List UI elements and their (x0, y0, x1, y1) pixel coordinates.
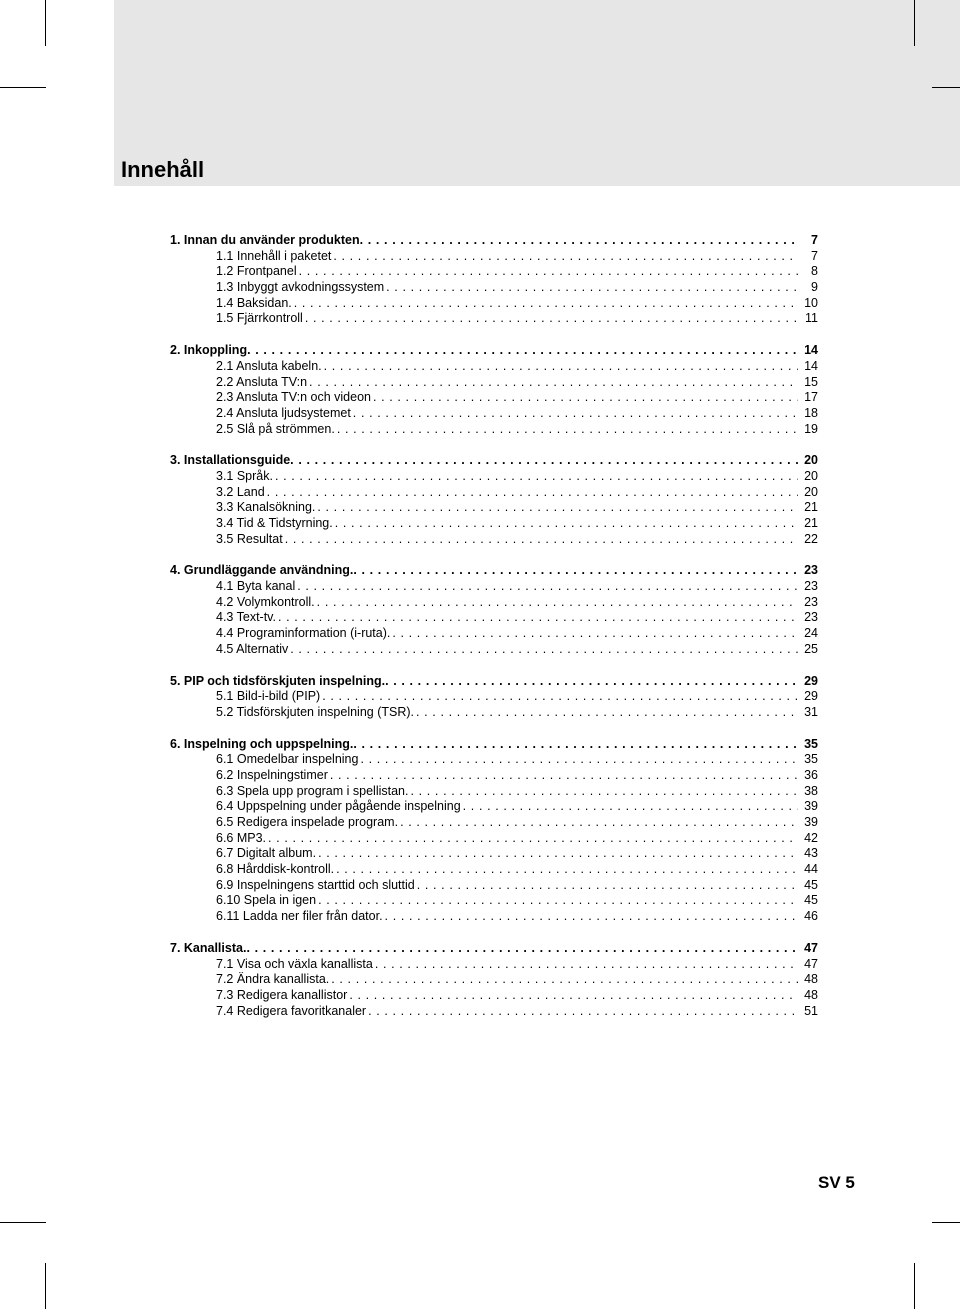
crop-mark-bottom-right-horizontal (932, 1222, 960, 1223)
toc-entry-title: 1.4 Baksidan. (216, 295, 292, 310)
toc-page-number: 22 (804, 531, 818, 546)
toc-page-number: 7 (811, 233, 818, 247)
dot-leader (267, 485, 798, 501)
toc-section-entry[interactable] (170, 988, 818, 1004)
crop-mark-bottom-right-vertical (914, 1263, 915, 1309)
toc-chapter-heading[interactable] (170, 941, 818, 957)
toc-entry-title: 6.1 Omedelbar inspelning (216, 752, 359, 767)
toc-page-number: 20 (804, 453, 818, 468)
toc-chapter-heading[interactable] (170, 343, 818, 359)
toc-page-number: 45 (804, 877, 818, 892)
dot-leader (368, 1004, 798, 1020)
page-number-footer: SV 5 (818, 1173, 855, 1192)
dot-leader (294, 296, 798, 312)
dot-leader (324, 359, 798, 375)
crop-mark-top-left-vertical (45, 0, 46, 46)
toc-page-number: 25 (804, 641, 818, 656)
toc-page-number: 47 (804, 956, 818, 971)
toc-section-entry[interactable] (170, 610, 818, 626)
dot-leader (322, 689, 798, 705)
toc-page-number: 8 (811, 264, 818, 279)
toc-page-number: 15 (804, 374, 818, 389)
toc-section-entry[interactable] (170, 1004, 818, 1020)
toc-entry-title: 3.3 Kanalsökning. (216, 500, 316, 515)
toc-entry-title: 4.1 Byta kanal (216, 579, 296, 594)
toc-entry-title: 3.5 Resultat (216, 531, 283, 546)
dot-leader (337, 422, 798, 438)
toc-entry-title: 2.1 Ansluta kabeln. (216, 358, 322, 373)
toc-entry-title: 7.2 Ändra kanallista. (216, 972, 330, 987)
dot-leader (385, 674, 798, 690)
toc-page-number: 23 (804, 579, 818, 594)
toc-entry-title: 4.4 Programinformation (i-ruta). (216, 626, 391, 641)
toc-section-entry[interactable] (170, 893, 818, 909)
toc-page-number: 47 (804, 940, 818, 955)
toc-section-entry[interactable] (170, 799, 818, 815)
toc-section-entry[interactable] (170, 972, 818, 988)
toc-entry-title: 1.3 Inbyggt avkodningssystem (216, 280, 385, 295)
toc-page-number: 31 (804, 704, 818, 719)
toc-entry-title: 7.1 Visa och växla kanallista (216, 956, 373, 971)
dot-leader (246, 941, 798, 957)
crop-mark-top-right-horizontal (932, 87, 960, 88)
toc-page-number: 20 (804, 468, 818, 483)
toc-page-number: 29 (804, 673, 818, 688)
dot-leader (353, 737, 798, 753)
toc-entry-title: 2.3 Ansluta TV:n och videon (216, 390, 371, 405)
toc-section-entry[interactable] (170, 626, 818, 642)
toc-page-number: 9 (811, 280, 818, 295)
toc-section-entry[interactable] (170, 485, 818, 501)
crop-mark-top-left-horizontal (0, 87, 46, 88)
header-band (114, 0, 960, 186)
dot-leader (416, 705, 798, 721)
toc-entry-title: 4.2 Volymkontroll. (216, 594, 315, 609)
toc-chapter (170, 343, 818, 437)
toc-page-number: 44 (804, 862, 818, 877)
toc-entry-title: 6.5 Redigera inspelade program. (216, 815, 399, 829)
toc-page-number: 48 (804, 987, 818, 1002)
toc-section-entry[interactable] (170, 280, 818, 296)
toc-section-entry[interactable] (170, 846, 818, 862)
toc-chapter-heading[interactable] (170, 563, 818, 579)
toc-section-entry[interactable] (170, 359, 818, 375)
dot-leader (317, 595, 798, 611)
toc-entry-title: 1.1 Innehåll i paketet (216, 248, 332, 263)
toc-page-number: 51 (804, 1003, 818, 1018)
toc-section-entry[interactable] (170, 642, 818, 658)
dot-leader (297, 579, 798, 595)
crop-mark-top-right-vertical (914, 0, 915, 46)
toc-entry-title: 6.4 Uppspelning under pågående inspelning (216, 799, 461, 814)
dot-leader (309, 375, 798, 391)
toc-page-number: 23 (804, 594, 818, 609)
toc-section-entry[interactable] (170, 264, 818, 280)
toc-page-number: 7 (811, 248, 818, 263)
dot-leader (333, 249, 798, 265)
toc-page-number: 39 (804, 799, 818, 814)
toc-page-number: 17 (804, 390, 818, 405)
dot-leader (290, 453, 798, 469)
toc-page-number: 21 (804, 500, 818, 515)
toc-page-number: 36 (804, 767, 818, 782)
toc-section-entry[interactable] (170, 390, 818, 406)
dot-leader (400, 815, 798, 831)
dot-leader (290, 642, 798, 658)
toc-section-entry[interactable] (170, 595, 818, 611)
dot-leader (360, 233, 798, 249)
dot-leader (299, 264, 798, 280)
toc-chapter (170, 233, 818, 327)
toc-entry-title: 6. Inspelning och uppspelning. (170, 736, 354, 751)
toc-page-number: 45 (804, 893, 818, 908)
toc-section-entry[interactable] (170, 296, 818, 312)
toc-chapter-heading[interactable] (170, 453, 818, 469)
dot-leader (375, 957, 798, 973)
toc-entry-title: 2. Inkoppling (170, 343, 248, 358)
dot-leader (392, 626, 798, 642)
table-of-contents (170, 233, 818, 1035)
toc-section-entry[interactable] (170, 815, 818, 831)
toc-entry-title: 7. Kanallista. (170, 940, 247, 955)
dot-leader (275, 469, 798, 485)
dot-leader (318, 846, 798, 862)
toc-entry-title: 5.1 Bild-i-bild (PIP) (216, 689, 321, 704)
toc-page-number: 18 (804, 405, 818, 420)
toc-entry-title: 7.3 Redigera kanallistor (216, 987, 348, 1002)
toc-entry-title: 7.4 Redigera favoritkanaler (216, 1003, 367, 1018)
crop-mark-bottom-left-horizontal (0, 1222, 46, 1223)
toc-section-entry[interactable] (170, 689, 818, 705)
dot-leader (385, 909, 798, 925)
toc-section-entry[interactable] (170, 957, 818, 973)
toc-page-number: 42 (804, 830, 818, 845)
dot-leader (386, 280, 798, 296)
dot-leader (410, 784, 798, 800)
dot-leader (278, 610, 798, 626)
toc-page-number: 46 (804, 909, 818, 924)
toc-page-number: 21 (804, 516, 818, 530)
toc-entry-title: 6.6 MP3. (216, 830, 267, 845)
toc-entry-title: 1.5 Fjärrkontroll (216, 311, 303, 326)
toc-page-number: 38 (804, 783, 818, 798)
toc-page-number: 14 (804, 343, 818, 358)
dot-leader (349, 988, 798, 1004)
toc-entry-title: 4.5 Alternativ (216, 641, 289, 656)
toc-chapter (170, 453, 818, 547)
toc-section-entry[interactable] (170, 878, 818, 894)
dot-leader (247, 343, 798, 359)
toc-page-number: 35 (804, 736, 818, 751)
toc-section-entry[interactable] (170, 768, 818, 784)
toc-chapter (170, 941, 818, 1019)
toc-section-entry[interactable] (170, 784, 818, 800)
toc-entry-title: 3.4 Tid & Tidstyrning. (216, 516, 333, 530)
toc-section-entry[interactable] (170, 831, 818, 847)
toc-page-number: 43 (804, 846, 818, 861)
toc-page-number: 14 (804, 358, 818, 373)
toc-page-number: 23 (804, 610, 818, 625)
toc-section-entry[interactable] (170, 311, 818, 327)
dot-leader (330, 768, 798, 784)
toc-section-entry[interactable] (170, 752, 818, 768)
dot-leader (335, 516, 798, 532)
dot-leader (373, 390, 798, 406)
toc-chapter (170, 674, 818, 721)
toc-entry-title: 6.3 Spela upp program i spellistan. (216, 783, 409, 798)
dot-leader (318, 893, 798, 909)
toc-page-number: 19 (804, 421, 818, 436)
toc-section-entry[interactable] (170, 862, 818, 878)
dot-leader (360, 752, 798, 768)
toc-entry-title: 4.3 Text-tv. (216, 610, 276, 625)
toc-entry-title: 5. PIP och tidsförskjuten inspelning. (170, 673, 386, 688)
toc-section-entry[interactable] (170, 516, 818, 532)
toc-entry-title: 4. Grundläggande användning. (170, 563, 354, 578)
toc-entry-title: 3.1 Språk. (216, 468, 273, 483)
dot-leader (285, 532, 798, 548)
toc-chapter-heading[interactable] (170, 233, 818, 249)
toc-page-number: 11 (805, 311, 818, 326)
toc-entry-title: 6.11 Ladda ner filer från dator. (216, 909, 383, 924)
toc-section-entry[interactable] (170, 422, 818, 438)
toc-section-entry[interactable] (170, 500, 818, 516)
dot-leader (268, 831, 798, 847)
dot-leader (336, 862, 798, 878)
toc-entry-title: 2.2 Ansluta TV:n (216, 374, 308, 389)
toc-page-number: 24 (804, 626, 818, 641)
page-title: Innehåll (121, 157, 205, 182)
toc-entry-title: 1. Innan du använder produkten (170, 233, 360, 247)
toc-chapter (170, 737, 818, 925)
toc-section-entry[interactable] (170, 375, 818, 391)
toc-page-number: 35 (804, 752, 818, 767)
toc-chapter (170, 563, 818, 657)
toc-entry-title: 6.2 Inspelningstimer (216, 767, 328, 782)
dot-leader (353, 406, 798, 422)
toc-entry-title: 2.5 Slå på strömmen. (216, 421, 335, 436)
toc-entry-title: 3. Installationsguide (170, 453, 291, 468)
dot-leader (463, 799, 798, 815)
toc-page-number: 20 (804, 484, 818, 499)
dot-leader (417, 878, 798, 894)
toc-entry-title: 3.2 Land (216, 484, 265, 499)
toc-page-number: 39 (804, 815, 818, 829)
crop-mark-bottom-left-vertical (45, 1263, 46, 1309)
toc-entry-title: 6.9 Inspelningens starttid och sluttid (216, 877, 415, 892)
toc-page-number: 10 (804, 295, 818, 310)
toc-section-entry[interactable] (170, 579, 818, 595)
toc-entry-title: 1.2 Frontpanel (216, 264, 297, 279)
toc-section-entry[interactable] (170, 249, 818, 265)
toc-entry-title: 6.10 Spela in igen (216, 893, 317, 908)
toc-chapter-heading[interactable] (170, 737, 818, 753)
toc-chapter-heading[interactable] (170, 674, 818, 690)
toc-section-entry[interactable] (170, 469, 818, 485)
toc-entry-title: 6.7 Digitalt album. (216, 846, 317, 861)
toc-entry-title: 5.2 Tidsförskjuten inspelning (TSR). (216, 704, 415, 719)
dot-leader (353, 563, 798, 579)
toc-page-number: 23 (804, 563, 818, 578)
toc-entry-title: 6.8 Hårddisk-kontroll. (216, 862, 335, 877)
dot-leader (305, 311, 798, 327)
toc-page-number: 48 (804, 972, 818, 987)
toc-entry-title: 2.4 Ansluta ljudsystemet (216, 405, 351, 420)
toc-page-number: 29 (804, 689, 818, 704)
toc-section-entry[interactable] (170, 532, 818, 548)
toc-section-entry[interactable] (170, 406, 818, 422)
toc-section-entry[interactable] (170, 705, 818, 721)
toc-section-entry[interactable] (170, 909, 818, 925)
dot-leader (317, 500, 798, 516)
dot-leader (331, 972, 798, 988)
